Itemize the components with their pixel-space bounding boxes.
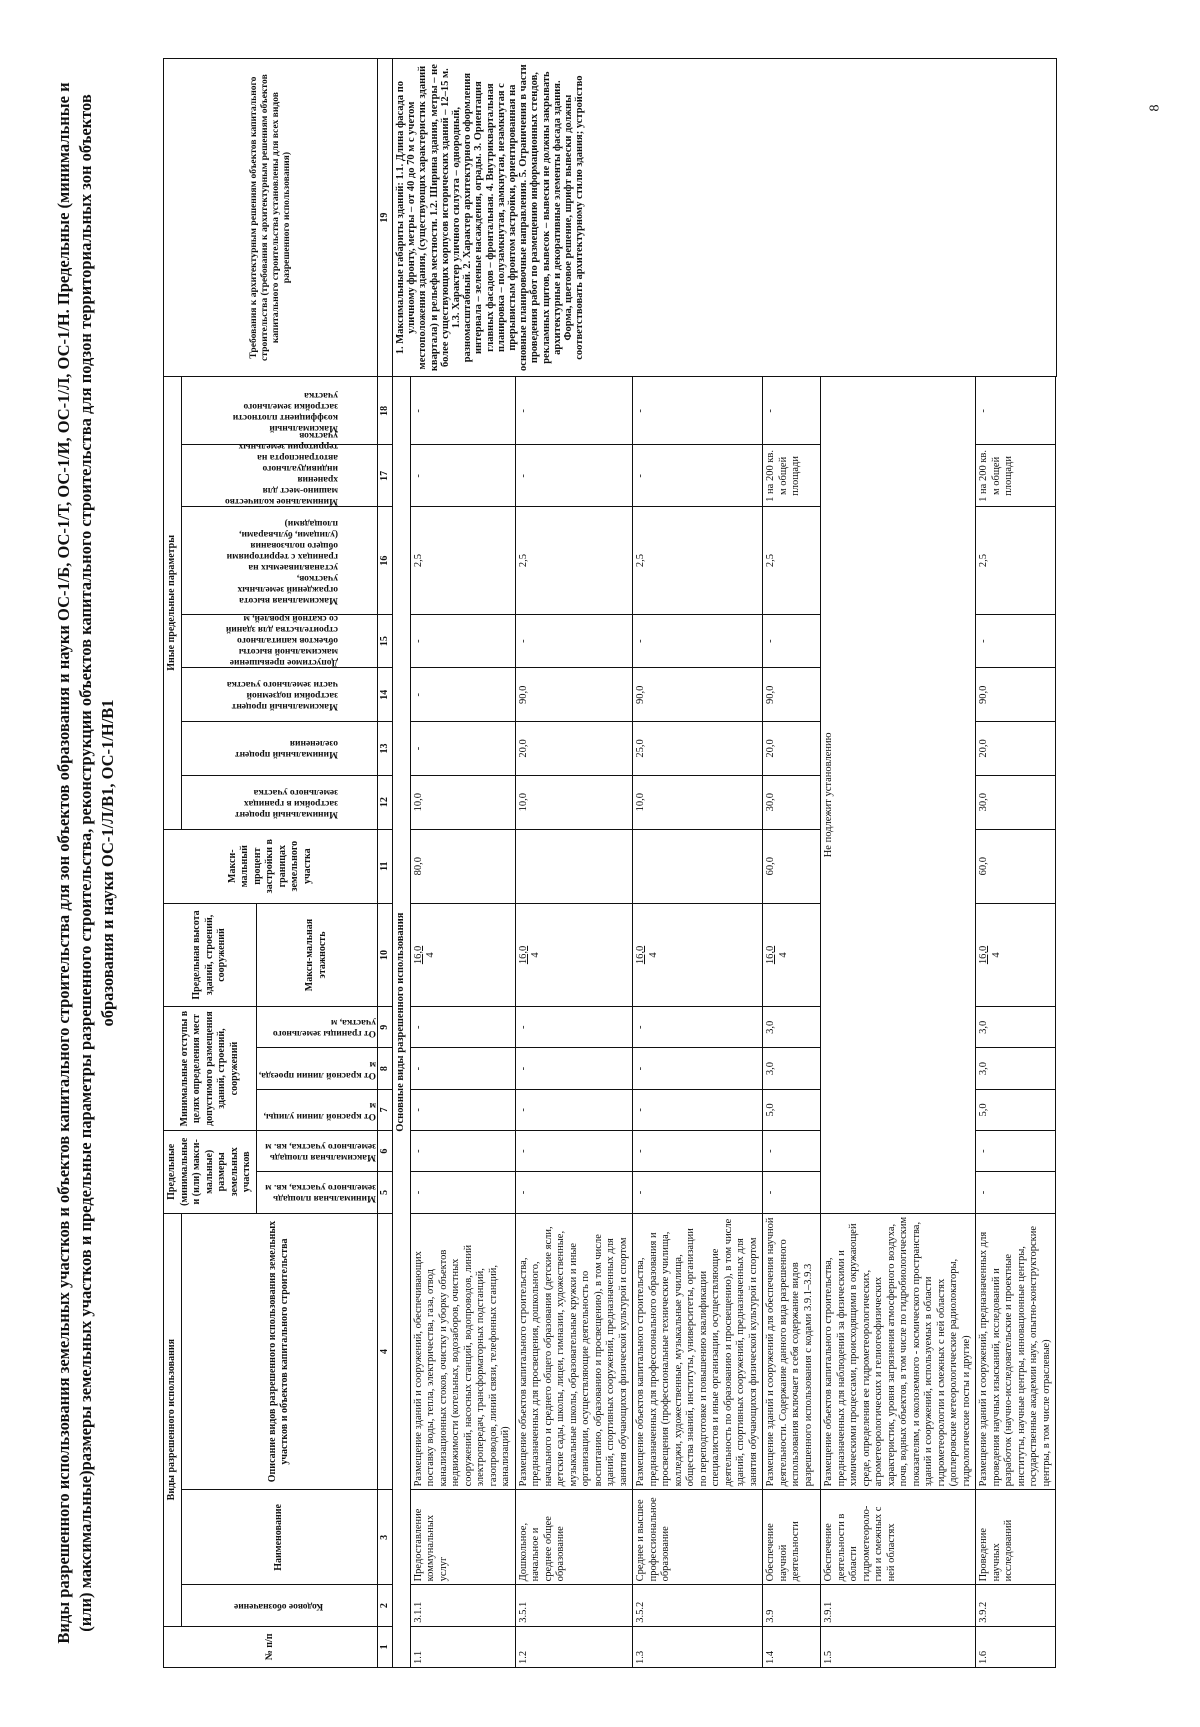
row-number: 1.3 <box>633 1626 763 1667</box>
header-p13: Минимальный процент озеленения <box>234 738 338 760</box>
cell: - <box>410 614 515 668</box>
row-code: 3.1.1 <box>410 1585 515 1626</box>
cell: - <box>763 1131 821 1172</box>
max-height: 16,0 <box>635 945 646 965</box>
col-num: 4 <box>377 1213 393 1490</box>
cell: 10,0 <box>633 775 763 829</box>
cell: - <box>633 377 763 445</box>
header-description: Описание видов разрешенного использования земельных участков и объектов капитального строительства <box>181 1213 377 1490</box>
height-floors <box>633 903 763 1006</box>
height-floors <box>515 903 633 1006</box>
cell: - <box>515 445 633 507</box>
header-p17: Минимальное количество машино-мест для хранения индивидуального автотранспорта на территории земельных участков <box>225 430 338 507</box>
cell: - <box>976 1131 1056 1172</box>
col-num: 11 <box>377 829 393 903</box>
row-code: 3.5.2 <box>633 1585 763 1626</box>
max-floors: 4 <box>990 952 1002 958</box>
col-num: 7 <box>377 1089 393 1130</box>
header-max-area: Максимальная площадь земельного участка, кв. м <box>264 1141 376 1163</box>
max-floors: 4 <box>425 952 436 958</box>
cell: - <box>633 1131 763 1172</box>
cell: - <box>515 1048 633 1089</box>
cell <box>515 829 633 903</box>
cell: 2,5 <box>515 507 633 614</box>
row-number: 1.2 <box>515 1626 633 1667</box>
max-height: 16,0 <box>517 945 529 965</box>
cell: - <box>410 722 515 776</box>
header-max-floors: Макси-мальная этажность <box>256 903 377 1006</box>
row-description: Размещение зданий и сооружений для обеспечения научной деятельности. Содержание данного вида разрешенного использования включает в себя содержание видов разрешенного использования с кодами 3.9.1–3.9.3 <box>763 1213 821 1490</box>
row-name: Обеспечение деятельности в области гидрометеороло-гии и смежных с ней областях <box>821 1490 976 1585</box>
cell: 3,0 <box>976 1048 1056 1089</box>
header-other-params: Иные предельные параметры <box>164 377 182 829</box>
header-p12: Минимальный процент застройки в границах земельного участка <box>234 786 338 819</box>
col-num: 8 <box>377 1048 393 1089</box>
row-name: Среднее и высшее профессиональное образование <box>633 1490 763 1585</box>
cell: 20,0 <box>763 722 821 776</box>
max-height: 16,0 <box>412 945 424 965</box>
cell: 2,5 <box>976 507 1056 614</box>
cell: 1 на 200 кв. м общей площади <box>976 445 1056 507</box>
row-description: Размещение объектов капитального строительства, предназначенных для просвещения, дошкольного, начального и среднего общего образования (детские ясли, детские сады, школы, лицеи, гимназии, художественные, музыкальные школы, образовательные кружки и иные организации, осуществляющие деятельность по воспитанию, образованию и просвещению), в том числе зданий, спортивных сооружений, предназначенных для занятия обучающихся физической культурой и спортом <box>515 1213 633 1490</box>
cell: 20,0 <box>976 722 1056 776</box>
max-floors: 4 <box>777 952 789 958</box>
row-description: Размещение зданий и сооружений, обеспечивающих поставку воды, тепла, электричества, газа, отвод канализационных стоков, очистку и уборку объектов недвижимости (котельных, водозаборов, очистных сооружений, насосных станций, водопроводов, линий электропередач, трансформаторных подстанций, газопроводов, линий связи, телефонных станций, канализаций) <box>410 1213 515 1490</box>
cell: - <box>763 614 821 668</box>
header-vri-group: Виды разрешенного использования <box>164 1213 182 1626</box>
height-floors <box>410 903 515 1006</box>
col-num: 1 <box>377 1626 393 1667</box>
col-num: 5 <box>377 1172 393 1213</box>
row-name: Обеспечение научной деятельности <box>763 1490 821 1585</box>
cell: - <box>410 668 515 722</box>
cell: 60,0 <box>763 829 821 903</box>
cell: 2,5 <box>763 507 821 614</box>
cell: - <box>410 1089 515 1130</box>
section-title: Основные виды разрешенного использования <box>393 377 411 1668</box>
row-number: 1.5 <box>821 1626 976 1667</box>
not-regulated-note: Не подлежит установлению <box>821 377 976 1213</box>
cell: - <box>633 1089 763 1130</box>
col-num: 16 <box>377 507 393 614</box>
cell: - <box>515 614 633 668</box>
col-num: 15 <box>377 614 393 668</box>
cell: 2,5 <box>410 507 515 614</box>
cell <box>633 829 763 903</box>
cell: - <box>976 377 1056 445</box>
header-name: Наименование <box>181 1490 377 1585</box>
cell: 1 на 200 кв. м общей площади <box>763 445 821 507</box>
cell: - <box>515 1089 633 1130</box>
header-num: № п/п <box>164 1626 378 1667</box>
height-floors <box>763 903 821 1006</box>
cell: - <box>515 1131 633 1172</box>
cell: - <box>410 445 515 507</box>
row-number: 1.1 <box>410 1626 515 1667</box>
column-number-row <box>377 59 393 1668</box>
cell: - <box>763 1172 821 1213</box>
col-num: 2 <box>377 1585 393 1626</box>
document-title: Виды разрешенного использования земельных участков и объектов капитального строительства для зон объектов образования и науки ОС-1/Б, ОС-1/Т, ОС-1/И, ОС-1/Л, ОС-1/Н. Предельные (минимальные и (или) максимальные)размеры земельных участков и предельные параметры разрешенного строительства, реконструкции объектов капитального строительства для подзон территориальных зон объектов образования и науки ОС-1/Л/В1, ОС-1/Н/В1 <box>54 82 117 1644</box>
height-floors <box>976 903 1056 1006</box>
header-code: Кодовое обозначение <box>234 1601 324 1612</box>
cell: 90,0 <box>763 668 821 722</box>
cell: - <box>633 1172 763 1213</box>
section-row <box>393 59 411 1668</box>
cell: 20,0 <box>515 722 633 776</box>
row-name: Проведение научных исследований <box>976 1490 1056 1585</box>
header-max-built: Макси-мальный процент застройки в границах земельного участка <box>164 829 378 903</box>
cell: - <box>515 377 633 445</box>
col-num: 19 <box>377 59 393 377</box>
cell: 10,0 <box>515 775 633 829</box>
cell: - <box>633 1048 763 1089</box>
parameters-table <box>163 58 1057 1668</box>
header-plot-sizes: Предельные (минимальные и (или) макси-мальные) размеры земельных участков <box>164 1131 257 1214</box>
header-setback-plot: От границы земельного участка, м <box>272 1017 376 1039</box>
cell: 10,0 <box>410 775 515 829</box>
max-height: 16,0 <box>978 945 989 965</box>
col-num: 17 <box>377 445 393 507</box>
row-number: 1.4 <box>763 1626 821 1667</box>
header-requirements: Требования к архитектурным решениям объектов капитального строительства (требования к архитектурным решениям объектов капитального строительства установлены для всех видов разрешенного использования) <box>164 59 378 377</box>
max-floors: 4 <box>647 952 659 958</box>
col-num: 14 <box>377 668 393 722</box>
cell: - <box>633 445 763 507</box>
header-setbacks: Минимальные отступы в целях определения мест допустимого размещения зданий, строений, сооружений <box>164 1007 257 1131</box>
cell: - <box>410 1172 515 1213</box>
header-p15: Допустимое превышение максимальной высоты объектов капитального строительства для зданий со скатной кровлей, м <box>225 613 338 668</box>
cell: 5,0 <box>763 1089 821 1130</box>
header-p16: Максимальная высота ограждений земельных участков, устанавливаемых на границах с территориями общего пользования (улицами, бульварами, площадями) <box>226 517 338 605</box>
cell: - <box>976 614 1056 668</box>
row-description: Размещение зданий и сооружений, предназначенных для проведения научных изысканий, исследований и разработок (научно-исследовательские и проектные институты, научные центры, инновационные центры, государственные академии наук, опытно-конструкторские центры, в том числе отраслевые) <box>976 1213 1056 1490</box>
cell: 30,0 <box>976 775 1056 829</box>
row-name: Предоставление коммунальных услуг <box>410 1490 515 1585</box>
cell: 80,0 <box>410 829 515 903</box>
cell: - <box>633 614 763 668</box>
cell: 90,0 <box>633 668 763 722</box>
max-floors: 4 <box>530 952 541 958</box>
max-height: 16,0 <box>765 945 776 965</box>
row-name: Дошкольное, начальное и среднее общее образование <box>515 1490 633 1585</box>
row-description: Размещение объектов капитального строительства, предназначенных для профессионального образования и просвещения (профессиональные технические училища, колледжи, художественные, музыкальные училища, общества знаний, институты, университеты, организации по переподготовке и повышению квалификации специалистов и иные организации, осуществляющие деятельность по образованию и просвещению), в том числе зданий, спортивных сооружений, предназначенных для занятия обучающихся физической культурой и спортом <box>633 1213 763 1490</box>
cell: 30,0 <box>763 775 821 829</box>
cell: - <box>410 377 515 445</box>
cell: 5,0 <box>976 1089 1056 1130</box>
header-height-group: Предельная высота зданий, строений, сооружений <box>164 903 257 1006</box>
header-setback-street: От красной линии улицы, м <box>263 1099 376 1121</box>
cell: 3,0 <box>763 1048 821 1089</box>
row-code: 3.5.1 <box>515 1585 633 1626</box>
cell: 3,0 <box>763 1007 821 1048</box>
cell: 90,0 <box>515 668 633 722</box>
row-code: 3.9 <box>763 1585 821 1626</box>
col-num: 9 <box>377 1007 393 1048</box>
cell: - <box>410 1048 515 1089</box>
col-num: 18 <box>377 377 393 445</box>
cell: - <box>633 1007 763 1048</box>
cell: 25,0 <box>633 722 763 776</box>
row-description: Размещение объектов капитального строительства, предназначенных для наблюдений за физическими и химическими процессами, происходящими в окружающей среде, определения ее гидрометеорологических, агрометеорологических и гелиогеофизических характеристик, уровня загрязнения атмосферного воздуха, почв, водных объектов, в том числе по гидробиологическим показателям, и околоземного - космического пространства, зданий и сооружений, используемых в области гидрометеорологии и смежных с ней областях (доплеровские метеорологические радиолокаторы, гидрологические посты и другие) <box>821 1213 976 1490</box>
row-code: 3.9.1 <box>821 1585 976 1626</box>
cell: 60,0 <box>976 829 1056 903</box>
cell: 2,5 <box>633 507 763 614</box>
row-number: 1.6 <box>976 1626 1056 1667</box>
col-num: 12 <box>377 775 393 829</box>
col-num: 10 <box>377 903 393 1006</box>
cell: - <box>515 1007 633 1048</box>
cell: - <box>515 1172 633 1213</box>
header-p18: Максимальный коэффициент плотности застройки земельного участка <box>232 389 338 433</box>
header-min-area: Минимальная площадь земельного участка, кв. м <box>264 1182 376 1204</box>
header-setback-drive: От красной линии проезда, м <box>258 1058 376 1080</box>
page-number: 8 <box>1147 104 1163 112</box>
col-num: 6 <box>377 1131 393 1172</box>
cell: - <box>763 377 821 445</box>
landscape-sheet <box>45 53 1155 1673</box>
cell: 90,0 <box>976 668 1056 722</box>
architectural-requirements: 1. Максимальные габариты зданий: 1.1. Длина фасада по уличному фронту, метры – от 40 до 70 м с учетом местоположения здания, (существующих характеристик зданий квартала) и рельефа местности. 1.2. Ширина здания, метры – не более существующих корпусов исторических зданий – 12–15 м. 1.3. Характер уличного силуэта – однородный, разномасштабный. 2. Характер архитектурного оформления интервала – зеленые насаждения, ограды. 3. Ориентация главных фасадов – фронтальная. 4. Внутриквартальная планировка – полузамкнутая, замкнутая, незамкнутая с прерывистым фронтом застройки, ориентированная на основные планировочные направления. 5. Ограничения в части проведения работ по размещению информационных стендов, рекламных щитов, вывесок – вывески не должны закрывать архитектурные и декоративные элементы фасада здания. Форма, цветовое решение, шрифт вывески должны соответствовать архитектурному стилю здания; устройство <box>393 59 1057 377</box>
cell: - <box>410 1007 515 1048</box>
col-num: 13 <box>377 722 393 776</box>
cell: - <box>410 1131 515 1172</box>
cell: - <box>976 1172 1056 1213</box>
col-num: 3 <box>377 1490 393 1585</box>
cell: 3,0 <box>976 1007 1056 1048</box>
header-p14: Максимальный процент застройки подземной части земельного участка <box>226 679 338 712</box>
row-code: 3.9.2 <box>976 1585 1056 1626</box>
